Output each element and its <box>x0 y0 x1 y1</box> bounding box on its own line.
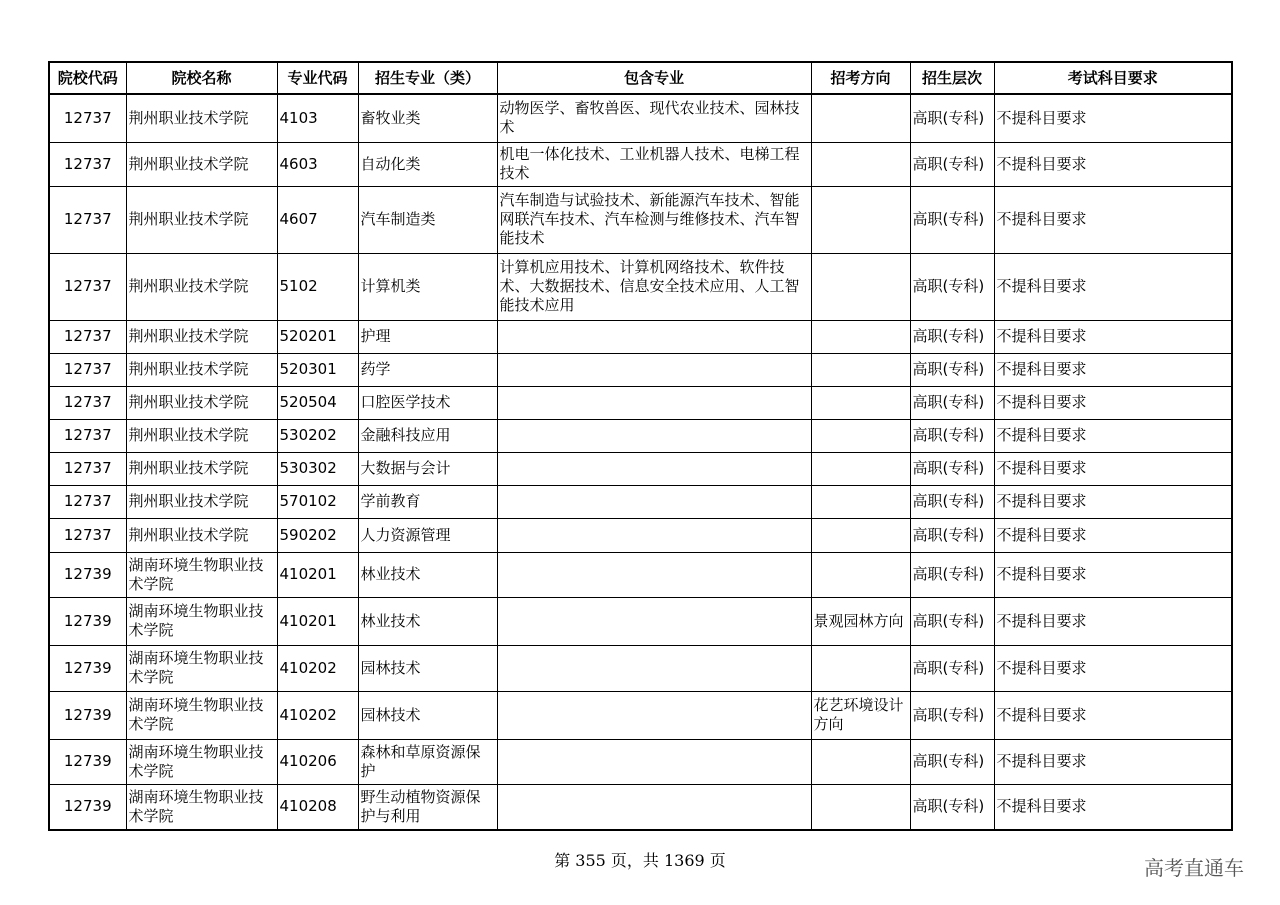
cell-major-code: 410201 <box>277 597 358 645</box>
cell-includes <box>497 739 811 784</box>
cell-includes <box>497 784 811 830</box>
cell-requirement: 不提科目要求 <box>994 552 1232 597</box>
cell-includes: 计算机应用技术、计算机网络技术、软件技术、大数据技术、信息安全技术应用、人工智能技术应用 <box>497 253 811 320</box>
cell-level: 高职(专科) <box>910 253 994 320</box>
cell-requirement: 不提科目要求 <box>994 739 1232 784</box>
cell-school-name: 荆州职业技术学院 <box>126 94 277 142</box>
cell-school-code: 12737 <box>49 253 126 320</box>
cell-level: 高职(专科) <box>910 485 994 518</box>
cell-major-code: 520201 <box>277 320 358 353</box>
table-row <box>49 186 1232 253</box>
cell-school-code: 12739 <box>49 784 126 830</box>
cell-major-code: 5102 <box>277 253 358 320</box>
cell-direction: 花艺环境设计方向 <box>811 691 910 739</box>
cell-school-name: 荆州职业技术学院 <box>126 320 277 353</box>
cell-major: 野生动植物资源保护与利用 <box>358 784 497 830</box>
table-row <box>49 320 1232 353</box>
cell-school-name: 荆州职业技术学院 <box>126 142 277 186</box>
table-row <box>49 485 1232 518</box>
cell-school-code: 12739 <box>49 597 126 645</box>
table-row <box>49 353 1232 386</box>
cell-includes <box>497 419 811 452</box>
cell-school-name: 荆州职业技术学院 <box>126 186 277 253</box>
cell-includes <box>497 691 811 739</box>
cell-major: 园林技术 <box>358 691 497 739</box>
cell-level: 高职(专科) <box>910 691 994 739</box>
cell-includes <box>497 645 811 691</box>
cell-school-name: 湖南环境生物职业技术学院 <box>126 552 277 597</box>
cell-school-code: 12737 <box>49 186 126 253</box>
cell-school-name: 湖南环境生物职业技术学院 <box>126 784 277 830</box>
cell-level: 高职(专科) <box>910 142 994 186</box>
cell-major: 金融科技应用 <box>358 419 497 452</box>
cell-school-code: 12737 <box>49 94 126 142</box>
cell-school-code: 12737 <box>49 320 126 353</box>
cell-school-name: 湖南环境生物职业技术学院 <box>126 597 277 645</box>
cell-school-name: 荆州职业技术学院 <box>126 518 277 552</box>
cell-school-name: 湖南环境生物职业技术学院 <box>126 691 277 739</box>
cell-requirement: 不提科目要求 <box>994 518 1232 552</box>
cell-school-code: 12739 <box>49 552 126 597</box>
table-row <box>49 691 1232 739</box>
cell-school-name: 荆州职业技术学院 <box>126 386 277 419</box>
cell-school-code: 12737 <box>49 452 126 485</box>
table-row <box>49 645 1232 691</box>
cell-includes <box>497 386 811 419</box>
cell-requirement: 不提科目要求 <box>994 691 1232 739</box>
cell-requirement: 不提科目要求 <box>994 452 1232 485</box>
cell-direction <box>811 784 910 830</box>
cell-major: 药学 <box>358 353 497 386</box>
table-header-row <box>49 62 1232 94</box>
cell-school-name: 荆州职业技术学院 <box>126 353 277 386</box>
cell-major: 畜牧业类 <box>358 94 497 142</box>
cell-level: 高职(专科) <box>910 419 994 452</box>
cell-major: 口腔医学技术 <box>358 386 497 419</box>
header-direction: 招考方向 <box>811 62 910 94</box>
cell-school-code: 12737 <box>49 419 126 452</box>
cell-major: 计算机类 <box>358 253 497 320</box>
cell-major: 汽车制造类 <box>358 186 497 253</box>
cell-school-name: 荆州职业技术学院 <box>126 419 277 452</box>
cell-major-code: 410202 <box>277 645 358 691</box>
cell-direction <box>811 142 910 186</box>
cell-major: 护理 <box>358 320 497 353</box>
cell-direction <box>811 452 910 485</box>
cell-includes <box>497 552 811 597</box>
cell-requirement: 不提科目要求 <box>994 485 1232 518</box>
cell-major-code: 520504 <box>277 386 358 419</box>
cell-level: 高职(专科) <box>910 784 994 830</box>
cell-level: 高职(专科) <box>910 552 994 597</box>
watermark: 高考直通车 <box>1144 856 1244 880</box>
header-school-code: 院校代码 <box>49 62 126 94</box>
cell-includes <box>497 320 811 353</box>
cell-major-code: 4603 <box>277 142 358 186</box>
header-level: 招生层次 <box>910 62 994 94</box>
cell-major: 森林和草原资源保护 <box>358 739 497 784</box>
cell-direction <box>811 186 910 253</box>
cell-school-name: 荆州职业技术学院 <box>126 485 277 518</box>
cell-school-code: 12737 <box>49 386 126 419</box>
cell-direction <box>811 320 910 353</box>
cell-direction <box>811 645 910 691</box>
cell-major-code: 4607 <box>277 186 358 253</box>
cell-school-name: 荆州职业技术学院 <box>126 253 277 320</box>
cell-direction <box>811 253 910 320</box>
header-includes: 包含专业 <box>497 62 811 94</box>
cell-major-code: 530302 <box>277 452 358 485</box>
cell-major: 林业技术 <box>358 552 497 597</box>
cell-major: 大数据与会计 <box>358 452 497 485</box>
table-body <box>49 94 1232 830</box>
cell-major: 学前教育 <box>358 485 497 518</box>
header-school-name: 院校名称 <box>126 62 277 94</box>
cell-school-name: 湖南环境生物职业技术学院 <box>126 645 277 691</box>
cell-includes <box>497 353 811 386</box>
cell-major-code: 410202 <box>277 691 358 739</box>
cell-school-code: 12737 <box>49 353 126 386</box>
cell-requirement: 不提科目要求 <box>994 320 1232 353</box>
cell-school-code: 12739 <box>49 691 126 739</box>
cell-level: 高职(专科) <box>910 518 994 552</box>
cell-major: 自动化类 <box>358 142 497 186</box>
cell-includes <box>497 597 811 645</box>
cell-school-code: 12739 <box>49 739 126 784</box>
cell-requirement: 不提科目要求 <box>994 253 1232 320</box>
cell-direction <box>811 353 910 386</box>
cell-direction: 景观园林方向 <box>811 597 910 645</box>
cell-direction <box>811 739 910 784</box>
cell-major-code: 410206 <box>277 739 358 784</box>
cell-includes: 动物医学、畜牧兽医、现代农业技术、园林技术 <box>497 94 811 142</box>
cell-major-code: 410201 <box>277 552 358 597</box>
cell-school-code: 12739 <box>49 645 126 691</box>
cell-direction <box>811 552 910 597</box>
cell-major: 人力资源管理 <box>358 518 497 552</box>
cell-requirement: 不提科目要求 <box>994 386 1232 419</box>
cell-major-code: 590202 <box>277 518 358 552</box>
cell-major-code: 520301 <box>277 353 358 386</box>
page-number: 第 355 页，共 1369 页 <box>554 851 726 870</box>
cell-major: 园林技术 <box>358 645 497 691</box>
table-row <box>49 94 1232 142</box>
cell-direction <box>811 94 910 142</box>
cell-level: 高职(专科) <box>910 94 994 142</box>
table-row <box>49 518 1232 552</box>
table-row <box>49 452 1232 485</box>
cell-school-name: 湖南环境生物职业技术学院 <box>126 739 277 784</box>
cell-school-code: 12737 <box>49 518 126 552</box>
cell-level: 高职(专科) <box>910 452 994 485</box>
header-major-code: 专业代码 <box>277 62 358 94</box>
cell-major-code: 530202 <box>277 419 358 452</box>
cell-requirement: 不提科目要求 <box>994 645 1232 691</box>
table-row <box>49 552 1232 597</box>
cell-school-code: 12737 <box>49 142 126 186</box>
cell-level: 高职(专科) <box>910 386 994 419</box>
cell-requirement: 不提科目要求 <box>994 597 1232 645</box>
table-row <box>49 597 1232 645</box>
cell-direction <box>811 386 910 419</box>
admissions-table <box>48 61 1233 831</box>
table-row <box>49 142 1232 186</box>
cell-major-code: 4103 <box>277 94 358 142</box>
cell-level: 高职(专科) <box>910 597 994 645</box>
cell-level: 高职(专科) <box>910 739 994 784</box>
cell-includes <box>497 452 811 485</box>
cell-school-code: 12737 <box>49 485 126 518</box>
table-row <box>49 419 1232 452</box>
cell-requirement: 不提科目要求 <box>994 142 1232 186</box>
cell-requirement: 不提科目要求 <box>994 419 1232 452</box>
cell-requirement: 不提科目要求 <box>994 186 1232 253</box>
header-requirement: 考试科目要求 <box>994 62 1232 94</box>
cell-includes: 汽车制造与试验技术、新能源汽车技术、智能网联汽车技术、汽车检测与维修技术、汽车智能技术 <box>497 186 811 253</box>
cell-level: 高职(专科) <box>910 645 994 691</box>
cell-direction <box>811 485 910 518</box>
cell-requirement: 不提科目要求 <box>994 784 1232 830</box>
cell-major-code: 570102 <box>277 485 358 518</box>
table-row <box>49 253 1232 320</box>
table-row <box>49 784 1232 830</box>
cell-direction <box>811 518 910 552</box>
cell-includes <box>497 518 811 552</box>
cell-direction <box>811 419 910 452</box>
cell-requirement: 不提科目要求 <box>994 94 1232 142</box>
cell-major-code: 410208 <box>277 784 358 830</box>
cell-level: 高职(专科) <box>910 186 994 253</box>
cell-level: 高职(专科) <box>910 320 994 353</box>
cell-level: 高职(专科) <box>910 353 994 386</box>
cell-includes <box>497 485 811 518</box>
table-row <box>49 386 1232 419</box>
cell-includes: 机电一体化技术、工业机器人技术、电梯工程技术 <box>497 142 811 186</box>
cell-major: 林业技术 <box>358 597 497 645</box>
cell-requirement: 不提科目要求 <box>994 353 1232 386</box>
header-major: 招生专业（类） <box>358 62 497 94</box>
table-row <box>49 739 1232 784</box>
cell-school-name: 荆州职业技术学院 <box>126 452 277 485</box>
